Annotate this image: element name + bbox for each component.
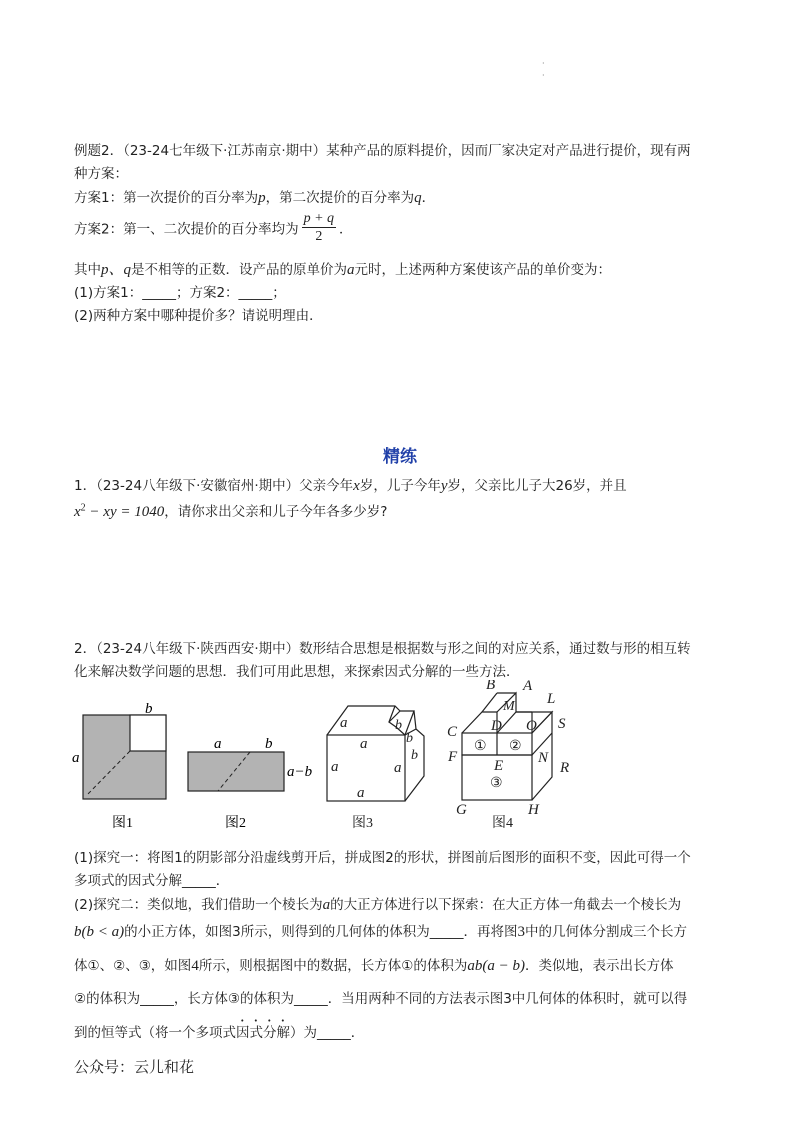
problem2-q2-line4: ②的体积为_____，长方体③的体积为_____．当用两种不同的方法表示图3中几何体的体积时，就可以得 xyxy=(74,991,688,1007)
svg-text:a: a xyxy=(340,715,348,731)
svg-text:M: M xyxy=(503,699,515,714)
svg-text:③: ③ xyxy=(490,776,503,791)
svg-text:L: L xyxy=(547,691,556,707)
svg-text:A: A xyxy=(523,680,533,694)
figure-1 xyxy=(72,701,166,831)
problem2-q1-line1: (1)探究一：将图1的阴影部分沿虚线剪开后，拼成图2的形状，拼图前后图形的面积不变，因此可得一个 xyxy=(74,850,691,866)
svg-text:R: R xyxy=(560,760,570,776)
problem1-line1: 1．（23-24八年级下·安徽宿州·期中）父亲今年x岁，儿子今年y岁，父亲比儿子大26岁，并且 xyxy=(74,478,627,494)
svg-text:a−b: a−b xyxy=(287,764,313,780)
svg-text:a: a xyxy=(214,736,222,752)
svg-text:B: B xyxy=(486,680,496,693)
svg-text:图2: 图2 xyxy=(225,816,246,831)
svg-text:S: S xyxy=(558,716,566,732)
example-title-line1: 例题2．（23-24七年级下·江苏南京·期中）某种产品的原料提价，因而厂家决定对产品进行提价，现有两 xyxy=(74,143,691,159)
svg-text:图1: 图1 xyxy=(112,816,133,831)
svg-text:H: H xyxy=(528,802,539,818)
example-question2: (2)两种方案中哪种提价多？请说明理由． xyxy=(74,308,323,324)
svg-text:b: b xyxy=(395,718,402,733)
svg-text:a: a xyxy=(357,785,365,801)
example-line4: 其中p、q是不相等的正数．设产品的原单价为a元时，上述两种方案使该产品的单价变为： xyxy=(74,262,612,278)
problem2-q2-line5: 到的恒等式（将一个多项式因式分解）为_____． xyxy=(74,1025,365,1041)
svg-text:F: F xyxy=(448,749,458,765)
svg-text:a: a xyxy=(72,750,80,766)
corner-dots: · · xyxy=(542,59,545,80)
figure-3 xyxy=(327,706,424,831)
problem2-q1-line2: 多项式的因式分解_____． xyxy=(74,873,230,889)
figure-4 xyxy=(447,680,569,831)
svg-text:图4: 图4 xyxy=(492,816,513,831)
example-title-line2: 种方案： xyxy=(74,166,128,182)
svg-text:E: E xyxy=(494,758,504,774)
svg-text:C: C xyxy=(447,724,458,740)
problem2-q2-line2: b(b < a)的小正方体，如图3所示，则得到的几何体的体积为_____．再将图3中的几何体分割成三个长方 xyxy=(74,924,687,940)
svg-text:G: G xyxy=(456,802,467,818)
svg-text:D: D xyxy=(491,718,502,734)
svg-text:a: a xyxy=(394,760,402,776)
svg-text:a: a xyxy=(331,759,339,775)
plan2-line: 方案2：第一、二次提价的百分率均为 $\frac{p + q}{2}$ ． xyxy=(74,211,353,244)
problem1-line2: $x^2$ − xy = 1040，请你求出父亲和儿子今年各多少岁? xyxy=(74,502,388,520)
problem2-line1: 2．（23-24八年级下·陕西西安·期中）数形结合思想是根据数与形之间的对应关系，通过数与形的相互转 xyxy=(74,641,691,657)
section-title: 精练 xyxy=(383,447,417,467)
svg-text:N: N xyxy=(538,750,549,766)
svg-text:b: b xyxy=(406,731,413,746)
footer-account: 公众号：云儿和花 xyxy=(74,1058,195,1076)
figure-2 xyxy=(188,736,313,831)
example-question1: (1)方案1：_____；方案2：_____； xyxy=(74,285,286,301)
emphasized-text: 因式分解 xyxy=(236,1025,290,1041)
svg-text:b: b xyxy=(145,701,153,717)
figures-svg xyxy=(0,680,800,840)
svg-text:b: b xyxy=(411,748,418,763)
svg-text:a: a xyxy=(360,736,368,752)
svg-text:b: b xyxy=(265,736,273,752)
plan1-line: 方案1：第一次提价的百分率为p，第二次提价的百分率为q． xyxy=(74,190,436,206)
problem2-line2: 化来解决数学问题的思想．我们可用此思想，来探索因式分解的一些方法． xyxy=(74,664,520,680)
svg-text:O: O xyxy=(526,718,537,734)
problem2-q2-line3: 体①、②、③，如图4所示，则根据图中的数据，长方体①的体积为ab(a − b)．类似地，表示出长方体 xyxy=(74,958,674,974)
fraction-p-plus-q-over-2: $\frac{p + q}{2}$ xyxy=(303,211,335,244)
svg-text:图3: 图3 xyxy=(352,816,373,831)
problem2-q2-line1: (2)探究二：类似地，我们借助一个棱长为a的大正方体进行以下探索：在大正方体一角截去一个棱长为 xyxy=(74,897,682,913)
svg-text:②: ② xyxy=(509,739,522,754)
svg-text:①: ① xyxy=(474,739,487,754)
